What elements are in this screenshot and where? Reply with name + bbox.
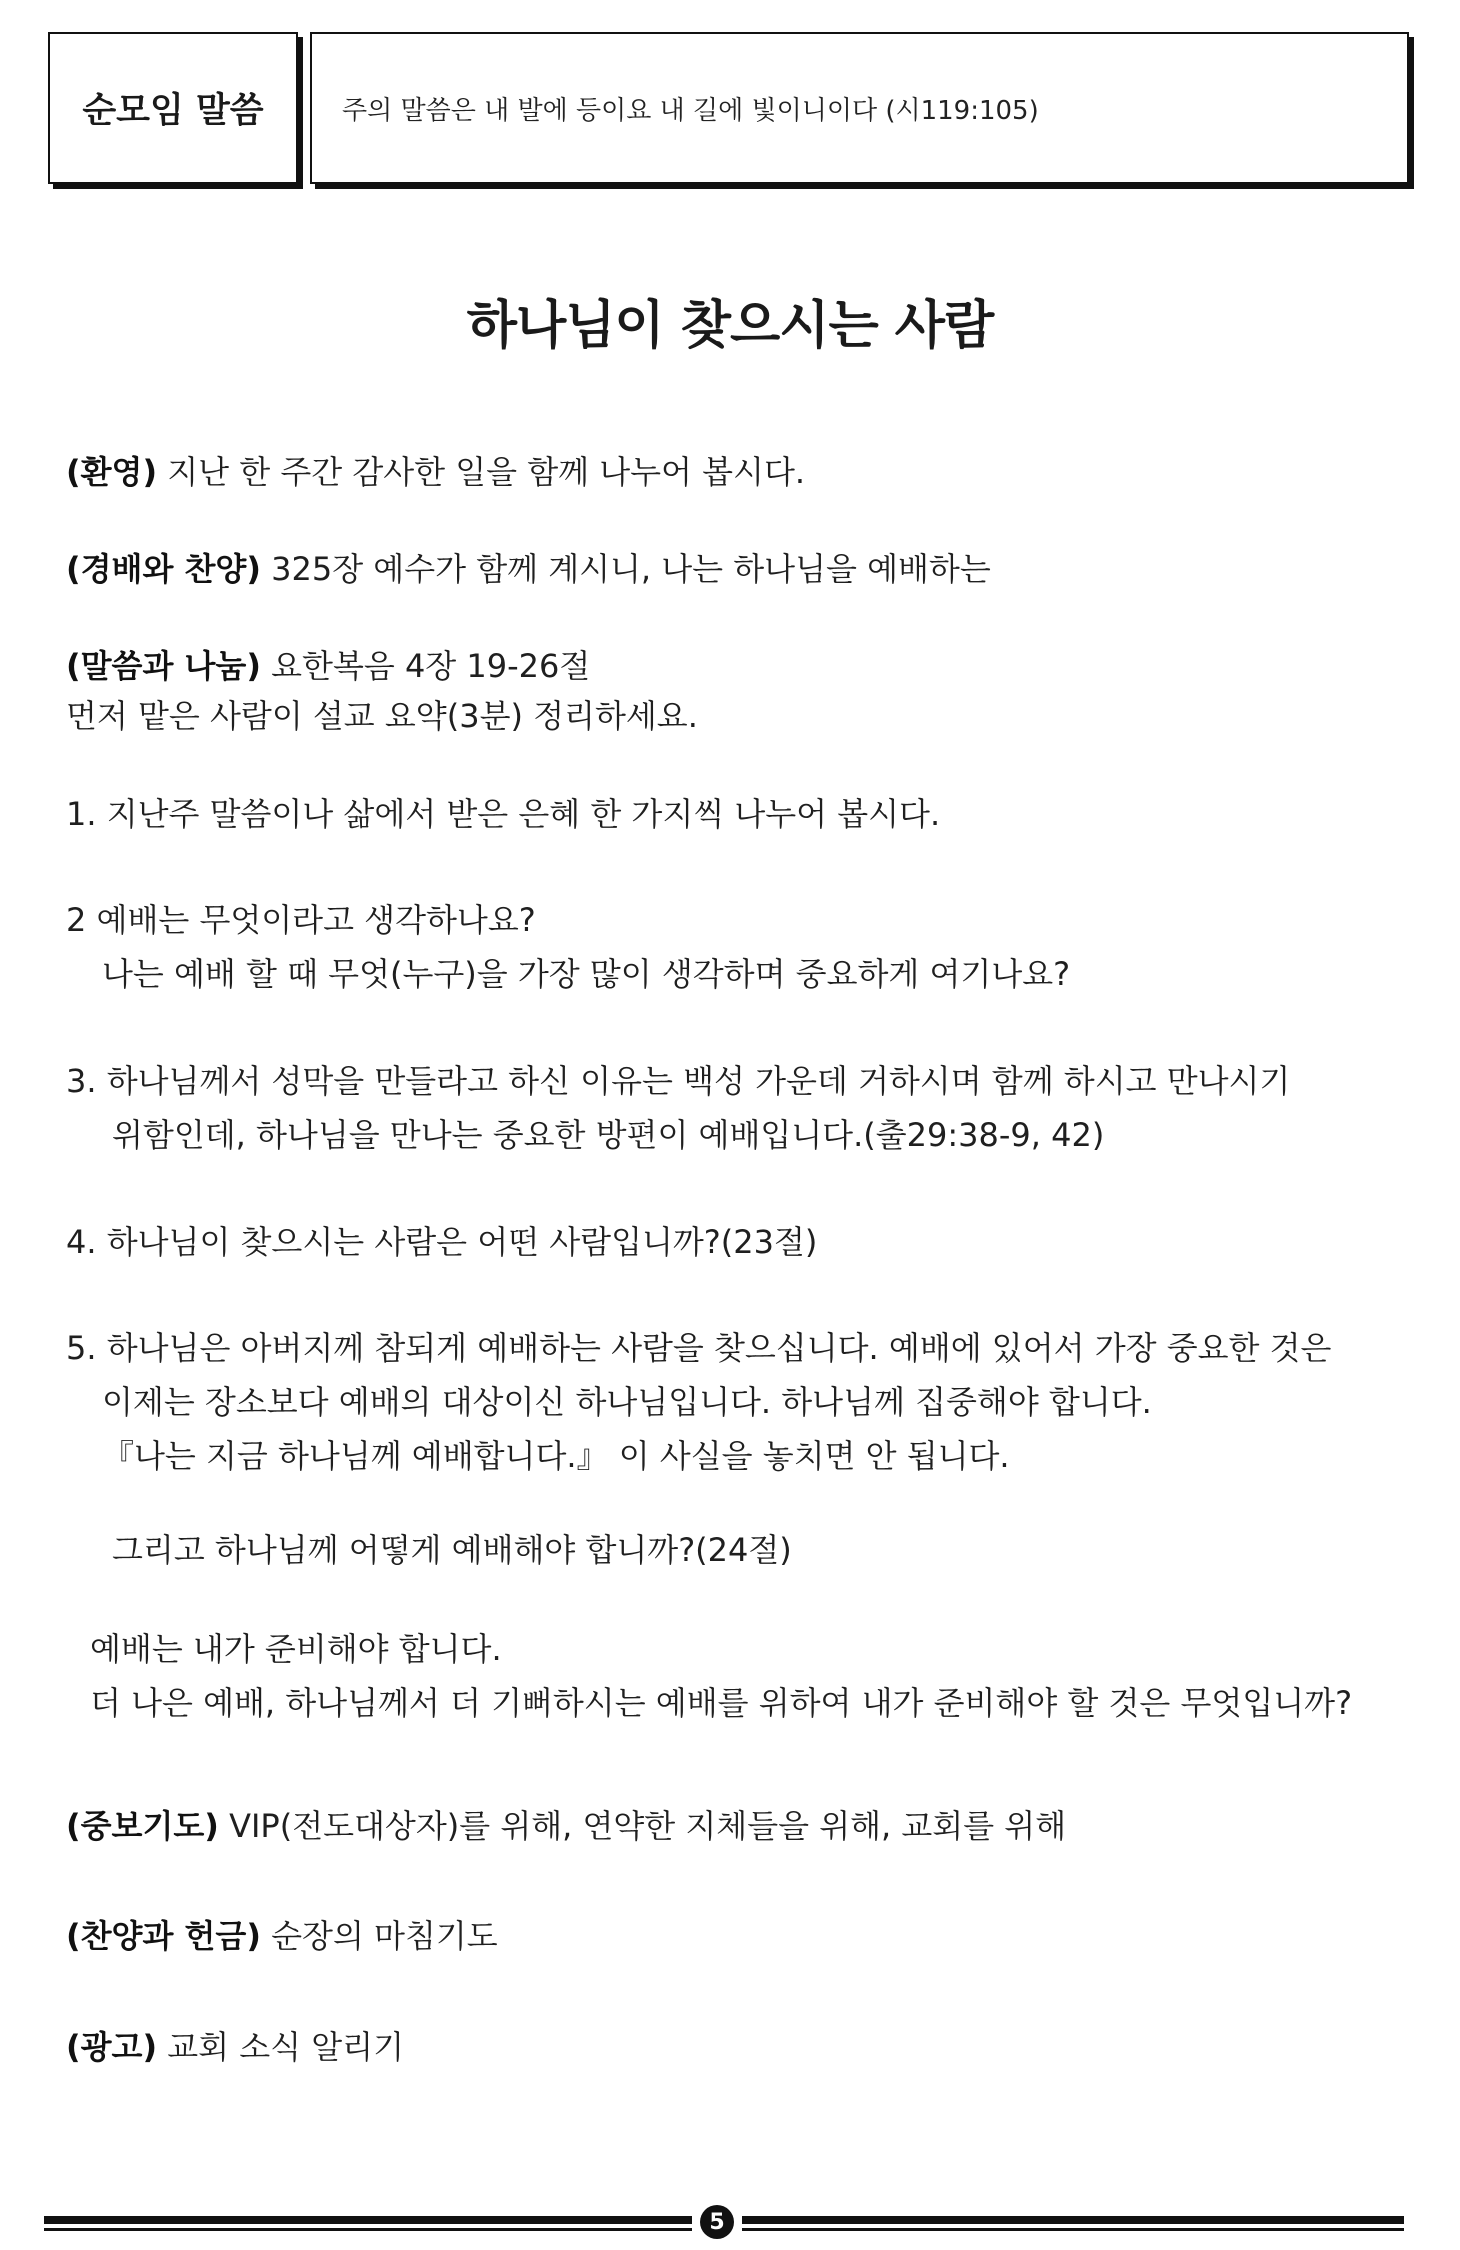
- question-5a: 5. 하나님은 아버지께 참되게 예배하는 사람을 찾으십니다. 예배에 있어서 가장 중요한 것은: [66, 1329, 1332, 1367]
- page-title: 하나님이 찾으시는 사람: [466, 296, 994, 356]
- prayer-tag: (중보기도): [66, 1807, 219, 1845]
- prayer-text: VIP(전도대상자)를 위해, 연약한 지체들을 위해, 교회를 위해: [218, 1807, 1067, 1845]
- notice-tag: (광고): [66, 2028, 158, 2066]
- question-3b: 위함인데, 하나님을 만나는 중요한 방편이 예배입니다.(출29:38-9, 42): [112, 1116, 1105, 1154]
- offering-tag: (찬양과 헌금): [66, 1917, 261, 1955]
- question-4: 4. 하나님이 찾으시는 사람은 어떤 사람입니까?(23절): [66, 1223, 818, 1261]
- question-5e: 예배는 내가 준비해야 합니다.: [90, 1630, 502, 1668]
- footer-rule-left-thin: [44, 2228, 692, 2231]
- header-verse: 주의 말씀은 내 발에 등이요 내 길에 빛이니이다 (시119:105): [342, 95, 1039, 126]
- word-note: 먼저 맡은 사람이 설교 요약(3분) 정리하세요.: [66, 697, 698, 735]
- word-line: [66, 646, 590, 686]
- question-2b: 나는 예배 할 때 무엇(누구)을 가장 많이 생각하며 중요하게 여기나요?: [102, 955, 1071, 993]
- worship-line: [66, 549, 991, 589]
- footer-rule-left: [44, 2216, 692, 2224]
- footer-rule-right-thin: [742, 2228, 1404, 2231]
- offering-line: [66, 1916, 498, 1956]
- worship-text: 325장 예수가 함께 계시니, 나는 하나님을 예배하는: [260, 550, 991, 588]
- word-text: 요한복음 4장 19-26절: [260, 647, 591, 685]
- header-label-box: [48, 32, 298, 184]
- notice-text: 교회 소식 알리기: [157, 2028, 404, 2066]
- question-3a: 3. 하나님께서 성막을 만들라고 하신 이유는 백성 가운데 거하시며 함께 하시고 만나시기: [66, 1062, 1291, 1100]
- question-2a: 2 예배는 무엇이라고 생각하나요?: [66, 901, 536, 939]
- worship-tag: (경배와 찬양): [66, 550, 261, 588]
- word-tag: (말씀과 나눔): [66, 647, 261, 685]
- page-number: 5: [700, 2205, 734, 2239]
- question-5d: 그리고 하나님께 어떻게 예배해야 합니까?(24절): [112, 1531, 792, 1569]
- header-verse-box: [310, 32, 1409, 184]
- footer-rule-right: [742, 2216, 1404, 2224]
- welcome-line: [66, 452, 805, 492]
- prayer-line: [66, 1806, 1066, 1846]
- notice-line: [66, 2027, 404, 2067]
- welcome-text: 지난 한 주간 감사한 일을 함께 나누어 봅시다.: [157, 453, 806, 491]
- question-5c: 『나는 지금 하나님께 예배합니다.』 이 사실을 놓치면 안 됩니다.: [102, 1437, 1010, 1475]
- question-5b: 이제는 장소보다 예배의 대상이신 하나님입니다. 하나님께 집중해야 합니다.: [102, 1383, 1152, 1421]
- question-5f: 더 나은 예배, 하나님께서 더 기뻐하시는 예배를 위하여 내가 준비해야 할 것은 무엇입니까?: [90, 1684, 1353, 1722]
- question-1: 1. 지난주 말씀이나 삶에서 받은 은혜 한 가지씩 나누어 봅시다.: [66, 795, 941, 833]
- offering-text: 순장의 마침기도: [260, 1917, 498, 1955]
- welcome-tag: (환영): [66, 453, 158, 491]
- header-label: 순모임 말씀: [82, 91, 264, 131]
